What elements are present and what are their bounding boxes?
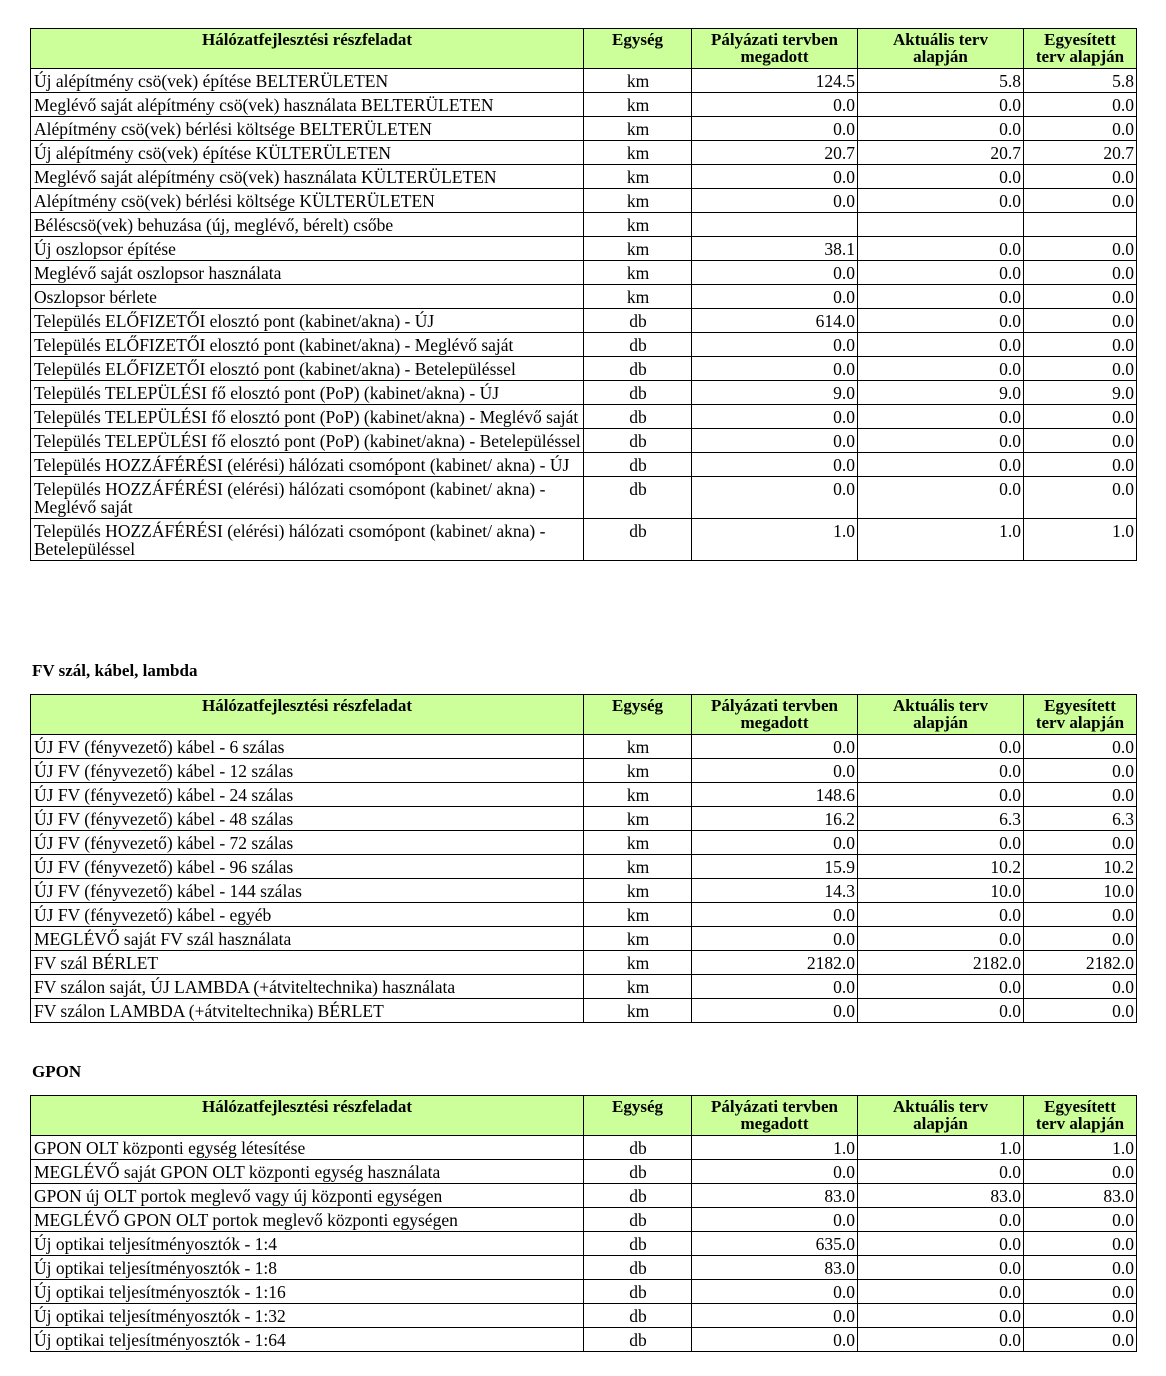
current-value-cell: 0.0 (858, 1280, 1024, 1304)
current-value-cell: 0.0 (858, 189, 1024, 213)
table-row (31, 903, 1137, 927)
task-cell: Béléscsö(vek) behuzása (új, meglévő, bérelt) csőbe (31, 213, 584, 237)
task-cell: Új optikai teljesítményosztók - 1:64 (31, 1328, 584, 1352)
table-row (31, 261, 1137, 285)
header-row (31, 29, 1137, 69)
unified-value-cell: 10.2 (1024, 855, 1137, 879)
table-row (31, 1184, 1137, 1208)
current-value-cell: 0.0 (858, 1160, 1024, 1184)
unit-cell: km (584, 117, 692, 141)
header-tender (692, 1096, 858, 1136)
table-row (31, 69, 1137, 93)
header-tender (692, 695, 858, 735)
table-section-infrastructure (30, 28, 1136, 561)
tender-value-cell: 0.0 (692, 759, 858, 783)
unified-value-cell: 0.0 (1024, 903, 1137, 927)
table-row (31, 783, 1137, 807)
table-row (31, 381, 1137, 405)
unit-cell: db (584, 429, 692, 453)
unit-cell: km (584, 189, 692, 213)
unified-value-cell: 9.0 (1024, 381, 1137, 405)
unified-value-cell: 20.7 (1024, 141, 1137, 165)
header-task: Hálózatfejlesztési részfeladat (31, 1096, 584, 1136)
table-row (31, 237, 1137, 261)
table-row (31, 93, 1137, 117)
task-cell: Új oszlopsor építése (31, 237, 584, 261)
header-tender-line2: megadott (740, 1114, 809, 1133)
unified-value-cell: 0.0 (1024, 117, 1137, 141)
current-value-cell: 0.0 (858, 975, 1024, 999)
unit-cell: db (584, 1208, 692, 1232)
current-value-cell: 0.0 (858, 261, 1024, 285)
tender-value-cell: 0.0 (692, 429, 858, 453)
current-value-cell: 0.0 (858, 405, 1024, 429)
unit-cell: km (584, 879, 692, 903)
task-cell: Település ELŐFIZETŐI elosztó pont (kabinet/akna) - Meglévő saját (31, 333, 584, 357)
unit-cell: km (584, 927, 692, 951)
header-unit: Egység (584, 29, 692, 69)
header-current (858, 695, 1024, 735)
table-row (31, 807, 1137, 831)
header-unified (1024, 1096, 1137, 1136)
current-value-cell: 10.2 (858, 855, 1024, 879)
tender-value-cell: 124.5 (692, 69, 858, 93)
current-value-cell: 0.0 (858, 783, 1024, 807)
section-title-fv: FV szál, kábel, lambda (32, 661, 198, 680)
task-cell: Település TELEPÜLÉSI fő elosztó pont (PoP) (kabinet/akna) - Meglévő saját (31, 405, 584, 429)
unit-cell: km (584, 999, 692, 1023)
header-row (31, 695, 1137, 735)
current-value-cell: 0.0 (858, 759, 1024, 783)
tender-value-cell: 0.0 (692, 735, 858, 759)
task-cell: FV szálon LAMBDA (+átviteltechnika) BÉRLET (31, 999, 584, 1023)
tender-value-cell: 0.0 (692, 477, 858, 519)
table-section-fv (30, 694, 1136, 1023)
unified-value-cell: 0.0 (1024, 975, 1137, 999)
current-value-cell: 0.0 (858, 285, 1024, 309)
unit-cell: km (584, 213, 692, 237)
unified-value-cell: 0.0 (1024, 261, 1137, 285)
header-task: Hálózatfejlesztési részfeladat (31, 695, 584, 735)
unified-value-cell: 0.0 (1024, 1256, 1137, 1280)
task-cell: Település ELŐFIZETŐI elosztó pont (kabinet/akna) - ÚJ (31, 309, 584, 333)
header-current-line1: Aktuális terv (893, 30, 988, 49)
unit-cell: km (584, 237, 692, 261)
table-section-gpon (30, 1095, 1136, 1352)
tender-value-cell: 0.0 (692, 975, 858, 999)
task-cell: MEGLÉVŐ GPON OLT portok meglevő központi egységen (31, 1208, 584, 1232)
current-value-cell: 5.8 (858, 69, 1024, 93)
unified-value-cell: 0.0 (1024, 1160, 1137, 1184)
task-cell: ÚJ FV (fényvezető) kábel - 6 szálas (31, 735, 584, 759)
unified-value-cell: 0.0 (1024, 453, 1137, 477)
unified-value-cell: 0.0 (1024, 93, 1137, 117)
task-cell: GPON OLT központi egység létesítése (31, 1136, 584, 1160)
unified-value-cell: 0.0 (1024, 429, 1137, 453)
table-row (31, 927, 1137, 951)
tender-value-cell: 0.0 (692, 903, 858, 927)
unified-value-cell: 0.0 (1024, 999, 1137, 1023)
unit-cell: km (584, 903, 692, 927)
tender-value-cell: 614.0 (692, 309, 858, 333)
unified-value-cell: 0.0 (1024, 1280, 1137, 1304)
tender-value-cell: 2182.0 (692, 951, 858, 975)
task-cell: Új alépítmény csö(vek) építése KÜLTERÜLETEN (31, 141, 584, 165)
table-row (31, 1256, 1137, 1280)
table-row (31, 759, 1137, 783)
unified-value-cell: 0.0 (1024, 831, 1137, 855)
unified-value-cell: 0.0 (1024, 735, 1137, 759)
current-value-cell: 0.0 (858, 357, 1024, 381)
tender-value-cell: 0.0 (692, 93, 858, 117)
task-cell: Meglévő saját alépítmény csö(vek) használata BELTERÜLETEN (31, 93, 584, 117)
table-row (31, 213, 1137, 237)
unit-cell: km (584, 807, 692, 831)
tender-value-cell: 0.0 (692, 1280, 858, 1304)
task-cell: ÚJ FV (fényvezető) kábel - 96 szálas (31, 855, 584, 879)
table-row (31, 333, 1137, 357)
task-cell: ÚJ FV (fényvezető) kábel - 144 szálas (31, 879, 584, 903)
tender-value-cell: 0.0 (692, 405, 858, 429)
unit-cell: km (584, 69, 692, 93)
tender-value-cell: 0.0 (692, 1208, 858, 1232)
data-table (30, 694, 1137, 1023)
tender-value-cell: 20.7 (692, 141, 858, 165)
table-row (31, 1304, 1137, 1328)
current-value-cell: 0.0 (858, 1208, 1024, 1232)
table-row (31, 477, 1137, 519)
table-row (31, 357, 1137, 381)
header-current-line2: alapján (913, 713, 968, 732)
current-value-cell: 6.3 (858, 807, 1024, 831)
current-value-cell: 2182.0 (858, 951, 1024, 975)
task-cell: ÚJ FV (fényvezető) kábel - 72 szálas (31, 831, 584, 855)
tender-value-cell (692, 213, 858, 237)
task-cell: MEGLÉVŐ saját GPON OLT központi egység használata (31, 1160, 584, 1184)
unified-value-cell: 0.0 (1024, 165, 1137, 189)
unit-cell: km (584, 285, 692, 309)
unit-cell: db (584, 453, 692, 477)
task-cell: GPON új OLT portok meglevő vagy új központi egységen (31, 1184, 584, 1208)
unit-cell: db (584, 519, 692, 561)
task-cell: Új optikai teljesítményosztók - 1:16 (31, 1280, 584, 1304)
header-tender-line1: Pályázati tervben (711, 30, 838, 49)
table-row (31, 309, 1137, 333)
header-unified (1024, 29, 1137, 69)
table-row (31, 735, 1137, 759)
table-row (31, 519, 1137, 561)
header-unified-line2: terv alapján (1035, 47, 1125, 66)
current-value-cell: 0.0 (858, 999, 1024, 1023)
tender-value-cell: 0.0 (692, 1328, 858, 1352)
task-cell: ÚJ FV (fényvezető) kábel - 12 szálas (31, 759, 584, 783)
tender-value-cell: 0.0 (692, 357, 858, 381)
header-current-line2: alapján (913, 1114, 968, 1133)
unit-cell: db (584, 477, 692, 519)
tender-value-cell: 38.1 (692, 237, 858, 261)
current-value-cell: 0.0 (858, 1232, 1024, 1256)
current-value-cell: 0.0 (858, 453, 1024, 477)
unit-cell: km (584, 165, 692, 189)
unified-value-cell: 6.3 (1024, 807, 1137, 831)
task-cell: Új alépítmény csö(vek) építése BELTERÜLETEN (31, 69, 584, 93)
table-row (31, 879, 1137, 903)
current-value-cell: 0.0 (858, 93, 1024, 117)
unified-value-cell (1024, 213, 1137, 237)
current-value-cell: 9.0 (858, 381, 1024, 405)
task-cell: FV szálon saját, ÚJ LAMBDA (+átviteltechnika) használata (31, 975, 584, 999)
task-cell: FV szál BÉRLET (31, 951, 584, 975)
header-current-line1: Aktuális terv (893, 696, 988, 715)
task-cell: Település HOZZÁFÉRÉSI (elérési) hálózati csomópont (kabinet/ akna) - Meglévő saját (31, 477, 584, 519)
task-cell: Új optikai teljesítményosztók - 1:8 (31, 1256, 584, 1280)
tender-value-cell: 0.0 (692, 831, 858, 855)
unit-cell: db (584, 381, 692, 405)
tender-value-cell: 148.6 (692, 783, 858, 807)
current-value-cell: 0.0 (858, 117, 1024, 141)
unified-value-cell: 0.0 (1024, 1328, 1137, 1352)
unit-cell: km (584, 831, 692, 855)
current-value-cell: 0.0 (858, 165, 1024, 189)
current-value-cell: 0.0 (858, 1328, 1024, 1352)
tender-value-cell: 0.0 (692, 453, 858, 477)
tender-value-cell: 0.0 (692, 285, 858, 309)
unit-cell: db (584, 1136, 692, 1160)
table-row (31, 975, 1137, 999)
unit-cell: db (584, 309, 692, 333)
table-row (31, 429, 1137, 453)
unit-cell: km (584, 783, 692, 807)
unified-value-cell: 0.0 (1024, 357, 1137, 381)
task-cell: Alépítmény csö(vek) bérlési költsége BELTERÜLETEN (31, 117, 584, 141)
table-row (31, 117, 1137, 141)
header-tender-line2: megadott (740, 713, 809, 732)
table-row (31, 1328, 1137, 1352)
table-row (31, 405, 1137, 429)
task-cell: MEGLÉVŐ saját FV szál használata (31, 927, 584, 951)
task-cell: Alépítmény csö(vek) bérlési költsége KÜLTERÜLETEN (31, 189, 584, 213)
table-row (31, 453, 1137, 477)
task-cell: Település HOZZÁFÉRÉSI (elérési) hálózati csomópont (kabinet/ akna) - ÚJ (31, 453, 584, 477)
current-value-cell: 0.0 (858, 477, 1024, 519)
tender-value-cell: 1.0 (692, 519, 858, 561)
table-row (31, 1160, 1137, 1184)
current-value-cell: 0.0 (858, 309, 1024, 333)
tender-value-cell: 0.0 (692, 165, 858, 189)
unit-cell: km (584, 735, 692, 759)
header-tender-line1: Pályázati tervben (711, 1097, 838, 1116)
task-cell: Település TELEPÜLÉSI fő elosztó pont (PoP) (kabinet/akna) - Betelepüléssel (31, 429, 584, 453)
header-tender-line2: megadott (740, 47, 809, 66)
tender-value-cell: 0.0 (692, 1160, 858, 1184)
current-value-cell: 1.0 (858, 1136, 1024, 1160)
task-cell: Település TELEPÜLÉSI fő elosztó pont (PoP) (kabinet/akna) - ÚJ (31, 381, 584, 405)
tender-value-cell: 0.0 (692, 999, 858, 1023)
task-cell: Meglévő saját oszlopsor használata (31, 261, 584, 285)
tender-value-cell: 14.3 (692, 879, 858, 903)
header-unified-line1: Egyesített (1044, 30, 1116, 49)
unit-cell: km (584, 951, 692, 975)
tender-value-cell: 16.2 (692, 807, 858, 831)
unified-value-cell: 0.0 (1024, 759, 1137, 783)
unified-value-cell: 0.0 (1024, 927, 1137, 951)
unified-value-cell: 5.8 (1024, 69, 1137, 93)
task-cell: Oszlopsor bérlete (31, 285, 584, 309)
header-unified-line2: terv alapján (1035, 713, 1125, 732)
table-row (31, 141, 1137, 165)
table-row (31, 831, 1137, 855)
unit-cell: db (584, 1232, 692, 1256)
unified-value-cell: 1.0 (1024, 1136, 1137, 1160)
task-cell: Új optikai teljesítményosztók - 1:4 (31, 1232, 584, 1256)
header-current-line1: Aktuális terv (893, 1097, 988, 1116)
unit-cell: db (584, 1328, 692, 1352)
header-unified-line1: Egyesített (1044, 1097, 1116, 1116)
header-unified-line1: Egyesített (1044, 696, 1116, 715)
unified-value-cell: 0.0 (1024, 189, 1137, 213)
unit-cell: km (584, 975, 692, 999)
current-value-cell: 0.0 (858, 333, 1024, 357)
header-unit: Egység (584, 1096, 692, 1136)
tender-value-cell: 0.0 (692, 117, 858, 141)
current-value-cell: 0.0 (858, 429, 1024, 453)
unit-cell: db (584, 1304, 692, 1328)
header-unified-line2: terv alapján (1035, 1114, 1125, 1133)
table-row (31, 1280, 1137, 1304)
unit-cell: km (584, 855, 692, 879)
current-value-cell: 83.0 (858, 1184, 1024, 1208)
unit-cell: db (584, 1280, 692, 1304)
header-current (858, 1096, 1024, 1136)
table-row (31, 165, 1137, 189)
table-row (31, 1232, 1137, 1256)
tender-value-cell: 9.0 (692, 381, 858, 405)
header-current-line2: alapján (913, 47, 968, 66)
header-tender-line1: Pályázati tervben (711, 696, 838, 715)
unit-cell: db (584, 405, 692, 429)
current-value-cell: 0.0 (858, 903, 1024, 927)
unified-value-cell: 0.0 (1024, 477, 1137, 519)
unit-cell: km (584, 759, 692, 783)
data-table (30, 28, 1137, 561)
current-value-cell: 0.0 (858, 1256, 1024, 1280)
unit-cell: km (584, 141, 692, 165)
table-row (31, 951, 1137, 975)
unified-value-cell: 0.0 (1024, 309, 1137, 333)
current-value-cell: 20.7 (858, 141, 1024, 165)
table-row (31, 285, 1137, 309)
tender-value-cell: 0.0 (692, 333, 858, 357)
unified-value-cell: 10.0 (1024, 879, 1137, 903)
header-unit: Egység (584, 695, 692, 735)
current-value-cell (858, 213, 1024, 237)
unified-value-cell: 0.0 (1024, 285, 1137, 309)
header-tender (692, 29, 858, 69)
table-row (31, 189, 1137, 213)
unit-cell: db (584, 1160, 692, 1184)
unified-value-cell: 0.0 (1024, 333, 1137, 357)
data-table (30, 1095, 1137, 1352)
unit-cell: db (584, 333, 692, 357)
unified-value-cell: 0.0 (1024, 783, 1137, 807)
unified-value-cell: 0.0 (1024, 237, 1137, 261)
tender-value-cell: 83.0 (692, 1256, 858, 1280)
task-cell: ÚJ FV (fényvezető) kábel - 24 szálas (31, 783, 584, 807)
table-row (31, 999, 1137, 1023)
current-value-cell: 0.0 (858, 237, 1024, 261)
unit-cell: db (584, 357, 692, 381)
unified-value-cell: 1.0 (1024, 519, 1137, 561)
current-value-cell: 0.0 (858, 831, 1024, 855)
tender-value-cell: 0.0 (692, 189, 858, 213)
table-row (31, 1136, 1137, 1160)
unified-value-cell: 0.0 (1024, 1304, 1137, 1328)
unified-value-cell: 0.0 (1024, 405, 1137, 429)
header-current (858, 29, 1024, 69)
section-title-gpon: GPON (32, 1062, 82, 1081)
tender-value-cell: 83.0 (692, 1184, 858, 1208)
table-row (31, 855, 1137, 879)
current-value-cell: 0.0 (858, 927, 1024, 951)
header-row (31, 1096, 1137, 1136)
header-task: Hálózatfejlesztési részfeladat (31, 29, 584, 69)
unit-cell: db (584, 1184, 692, 1208)
tender-value-cell: 1.0 (692, 1136, 858, 1160)
unit-cell: db (584, 1256, 692, 1280)
current-value-cell: 10.0 (858, 879, 1024, 903)
task-cell: ÚJ FV (fényvezető) kábel - egyéb (31, 903, 584, 927)
tender-value-cell: 15.9 (692, 855, 858, 879)
tender-value-cell: 0.0 (692, 927, 858, 951)
current-value-cell: 0.0 (858, 1304, 1024, 1328)
tender-value-cell: 0.0 (692, 1304, 858, 1328)
table-row (31, 1208, 1137, 1232)
task-cell: Település HOZZÁFÉRÉSI (elérési) hálózati csomópont (kabinet/ akna) - Betelepüléssel (31, 519, 584, 561)
task-cell: Meglévő saját alépítmény csö(vek) használata KÜLTERÜLETEN (31, 165, 584, 189)
header-unified (1024, 695, 1137, 735)
task-cell: Új optikai teljesítményosztók - 1:32 (31, 1304, 584, 1328)
task-cell: Település ELŐFIZETŐI elosztó pont (kabinet/akna) - Betelepüléssel (31, 357, 584, 381)
unified-value-cell: 2182.0 (1024, 951, 1137, 975)
unit-cell: km (584, 93, 692, 117)
unit-cell: km (584, 261, 692, 285)
tender-value-cell: 0.0 (692, 261, 858, 285)
unified-value-cell: 0.0 (1024, 1208, 1137, 1232)
unified-value-cell: 83.0 (1024, 1184, 1137, 1208)
current-value-cell: 0.0 (858, 735, 1024, 759)
tender-value-cell: 635.0 (692, 1232, 858, 1256)
current-value-cell: 1.0 (858, 519, 1024, 561)
task-cell: ÚJ FV (fényvezető) kábel - 48 szálas (31, 807, 584, 831)
unified-value-cell: 0.0 (1024, 1232, 1137, 1256)
